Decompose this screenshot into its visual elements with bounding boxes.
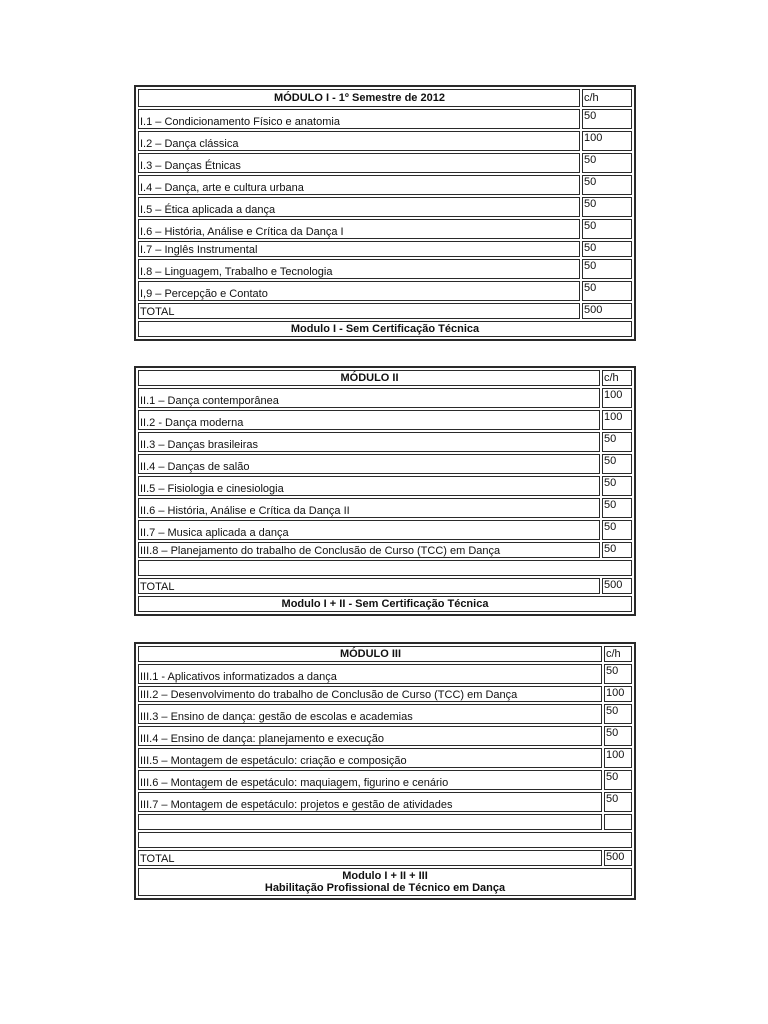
discipline-hours: 50 [602,454,632,474]
discipline-hours: 100 [604,748,632,768]
discipline-name: III.3 – Ensino de dança: gestão de escolas e academias [138,704,602,724]
ch-header: c/h [602,370,632,386]
modulo-1-footer: Modulo I - Sem Certificação Técnica [138,321,632,337]
discipline-name: III.4 – Ensino de dança: planejamento e execução [138,726,602,746]
modulo-2-table [134,366,636,616]
total-label: TOTAL [138,850,602,866]
table-row [137,174,633,196]
table-row [137,240,633,258]
table-row [137,663,633,685]
discipline-hours: 50 [602,432,632,452]
modulo-3-title: MÓDULO III [138,646,602,662]
empty-cell [138,814,602,830]
total-value: 500 [582,303,632,319]
table-row [137,280,633,302]
discipline-name: II.1 – Dança contemporânea [138,388,600,408]
total-value: 500 [604,850,632,866]
discipline-hours: 50 [582,175,632,195]
discipline-name: I.3 – Danças Étnicas [138,153,580,173]
table-row [137,108,633,130]
discipline-name: II.2 - Dança moderna [138,410,600,430]
table-row [137,196,633,218]
discipline-hours: 100 [602,410,632,430]
discipline-hours: 50 [604,770,632,790]
table-row [137,541,633,559]
modulo-3-table [134,642,636,900]
empty-row [137,831,633,849]
discipline-name: II.7 – Musica aplicada a dança [138,520,600,540]
total-label: TOTAL [138,578,600,594]
discipline-hours: 50 [604,704,632,724]
discipline-name: III.6 – Montagem de espetáculo: maquiagem, figurino e cenário [138,770,602,790]
discipline-hours: 50 [604,664,632,684]
discipline-hours: 50 [604,792,632,812]
discipline-hours: 50 [604,726,632,746]
table-row [137,725,633,747]
discipline-hours: 50 [582,153,632,173]
table-row [137,519,633,541]
discipline-name: III.8 – Planejamento do trabalho de Conclusão de Curso (TCC) em Dança [138,542,600,558]
discipline-name: III.7 – Montagem de espetáculo: projetos e gestão de atividades [138,792,602,812]
discipline-name: II.6 – História, Análise e Crítica da Dança II [138,498,600,518]
discipline-hours: 100 [582,131,632,151]
modulo-2-footer: Modulo I + II - Sem Certificação Técnica [138,596,632,612]
table-row [137,152,633,174]
modulo-3-footer-line-1: Modulo I + II + III [342,870,428,882]
table-row [137,218,633,240]
discipline-hours: 50 [602,498,632,518]
ch-header: c/h [604,646,632,662]
discipline-hours: 100 [604,686,632,702]
modulo-1-table [134,85,636,341]
discipline-name: II.5 – Fisiologia e cinesiologia [138,476,600,496]
table-row [137,431,633,453]
modulo-2-title: MÓDULO II [138,370,600,386]
footer-row [137,867,633,897]
table-row [137,387,633,409]
discipline-name: III.2 – Desenvolvimento do trabalho de Conclusão de Curso (TCC) em Dança [138,686,602,702]
discipline-hours: 50 [582,109,632,129]
discipline-hours: 50 [582,241,632,257]
discipline-name: I,9 – Percepção e Contato [138,281,580,301]
discipline-name: I.4 – Dança, arte e cultura urbana [138,175,580,195]
total-row [137,577,633,595]
table-row [137,497,633,519]
discipline-name: I.2 – Dança clássica [138,131,580,151]
discipline-name: I.7 – Inglês Instrumental [138,241,580,257]
table-row [137,685,633,703]
table-row [137,258,633,280]
discipline-hours: 50 [582,197,632,217]
empty-cell [138,560,632,576]
table-row [137,475,633,497]
discipline-name: III.1 - Aplicativos informatizados a dança [138,664,602,684]
table-row [137,747,633,769]
discipline-name: I.6 – História, Análise e Crítica da Dança I [138,219,580,239]
table-row [137,791,633,813]
table-row [137,703,633,725]
table-header-row [137,88,633,108]
discipline-name: III.5 – Montagem de espetáculo: criação e composição [138,748,602,768]
footer-row [137,320,633,338]
discipline-hours: 50 [602,542,632,558]
discipline-name: II.3 – Danças brasileiras [138,432,600,452]
discipline-hours: 50 [582,219,632,239]
table-row [137,130,633,152]
discipline-hours: 50 [602,476,632,496]
discipline-hours: 50 [582,259,632,279]
modulo-1-title: MÓDULO I - 1º Semestre de 2012 [138,89,580,107]
modulo-3-footer [138,868,632,896]
discipline-name: I.1 – Condicionamento Físico e anatomia [138,109,580,129]
empty-cell [138,832,632,848]
modulo-3-footer-line-2: Habilitação Profissional de Técnico em Dança [264,882,506,894]
empty-row [137,813,633,831]
discipline-name: I.8 – Linguagem, Trabalho e Tecnologia [138,259,580,279]
discipline-name: I.5 – Ética aplicada a dança [138,197,580,217]
total-value: 500 [602,578,632,594]
table-header-row [137,645,633,663]
ch-header: c/h [582,89,632,107]
table-row [137,409,633,431]
table-row [137,769,633,791]
total-label: TOTAL [138,303,580,319]
discipline-hours: 50 [582,281,632,301]
empty-cell [604,814,632,830]
table-header-row [137,369,633,387]
discipline-hours: 50 [602,520,632,540]
footer-row [137,595,633,613]
discipline-hours: 100 [602,388,632,408]
total-row [137,849,633,867]
empty-row [137,559,633,577]
table-row [137,453,633,475]
total-row [137,302,633,320]
discipline-name: II.4 – Danças de salão [138,454,600,474]
